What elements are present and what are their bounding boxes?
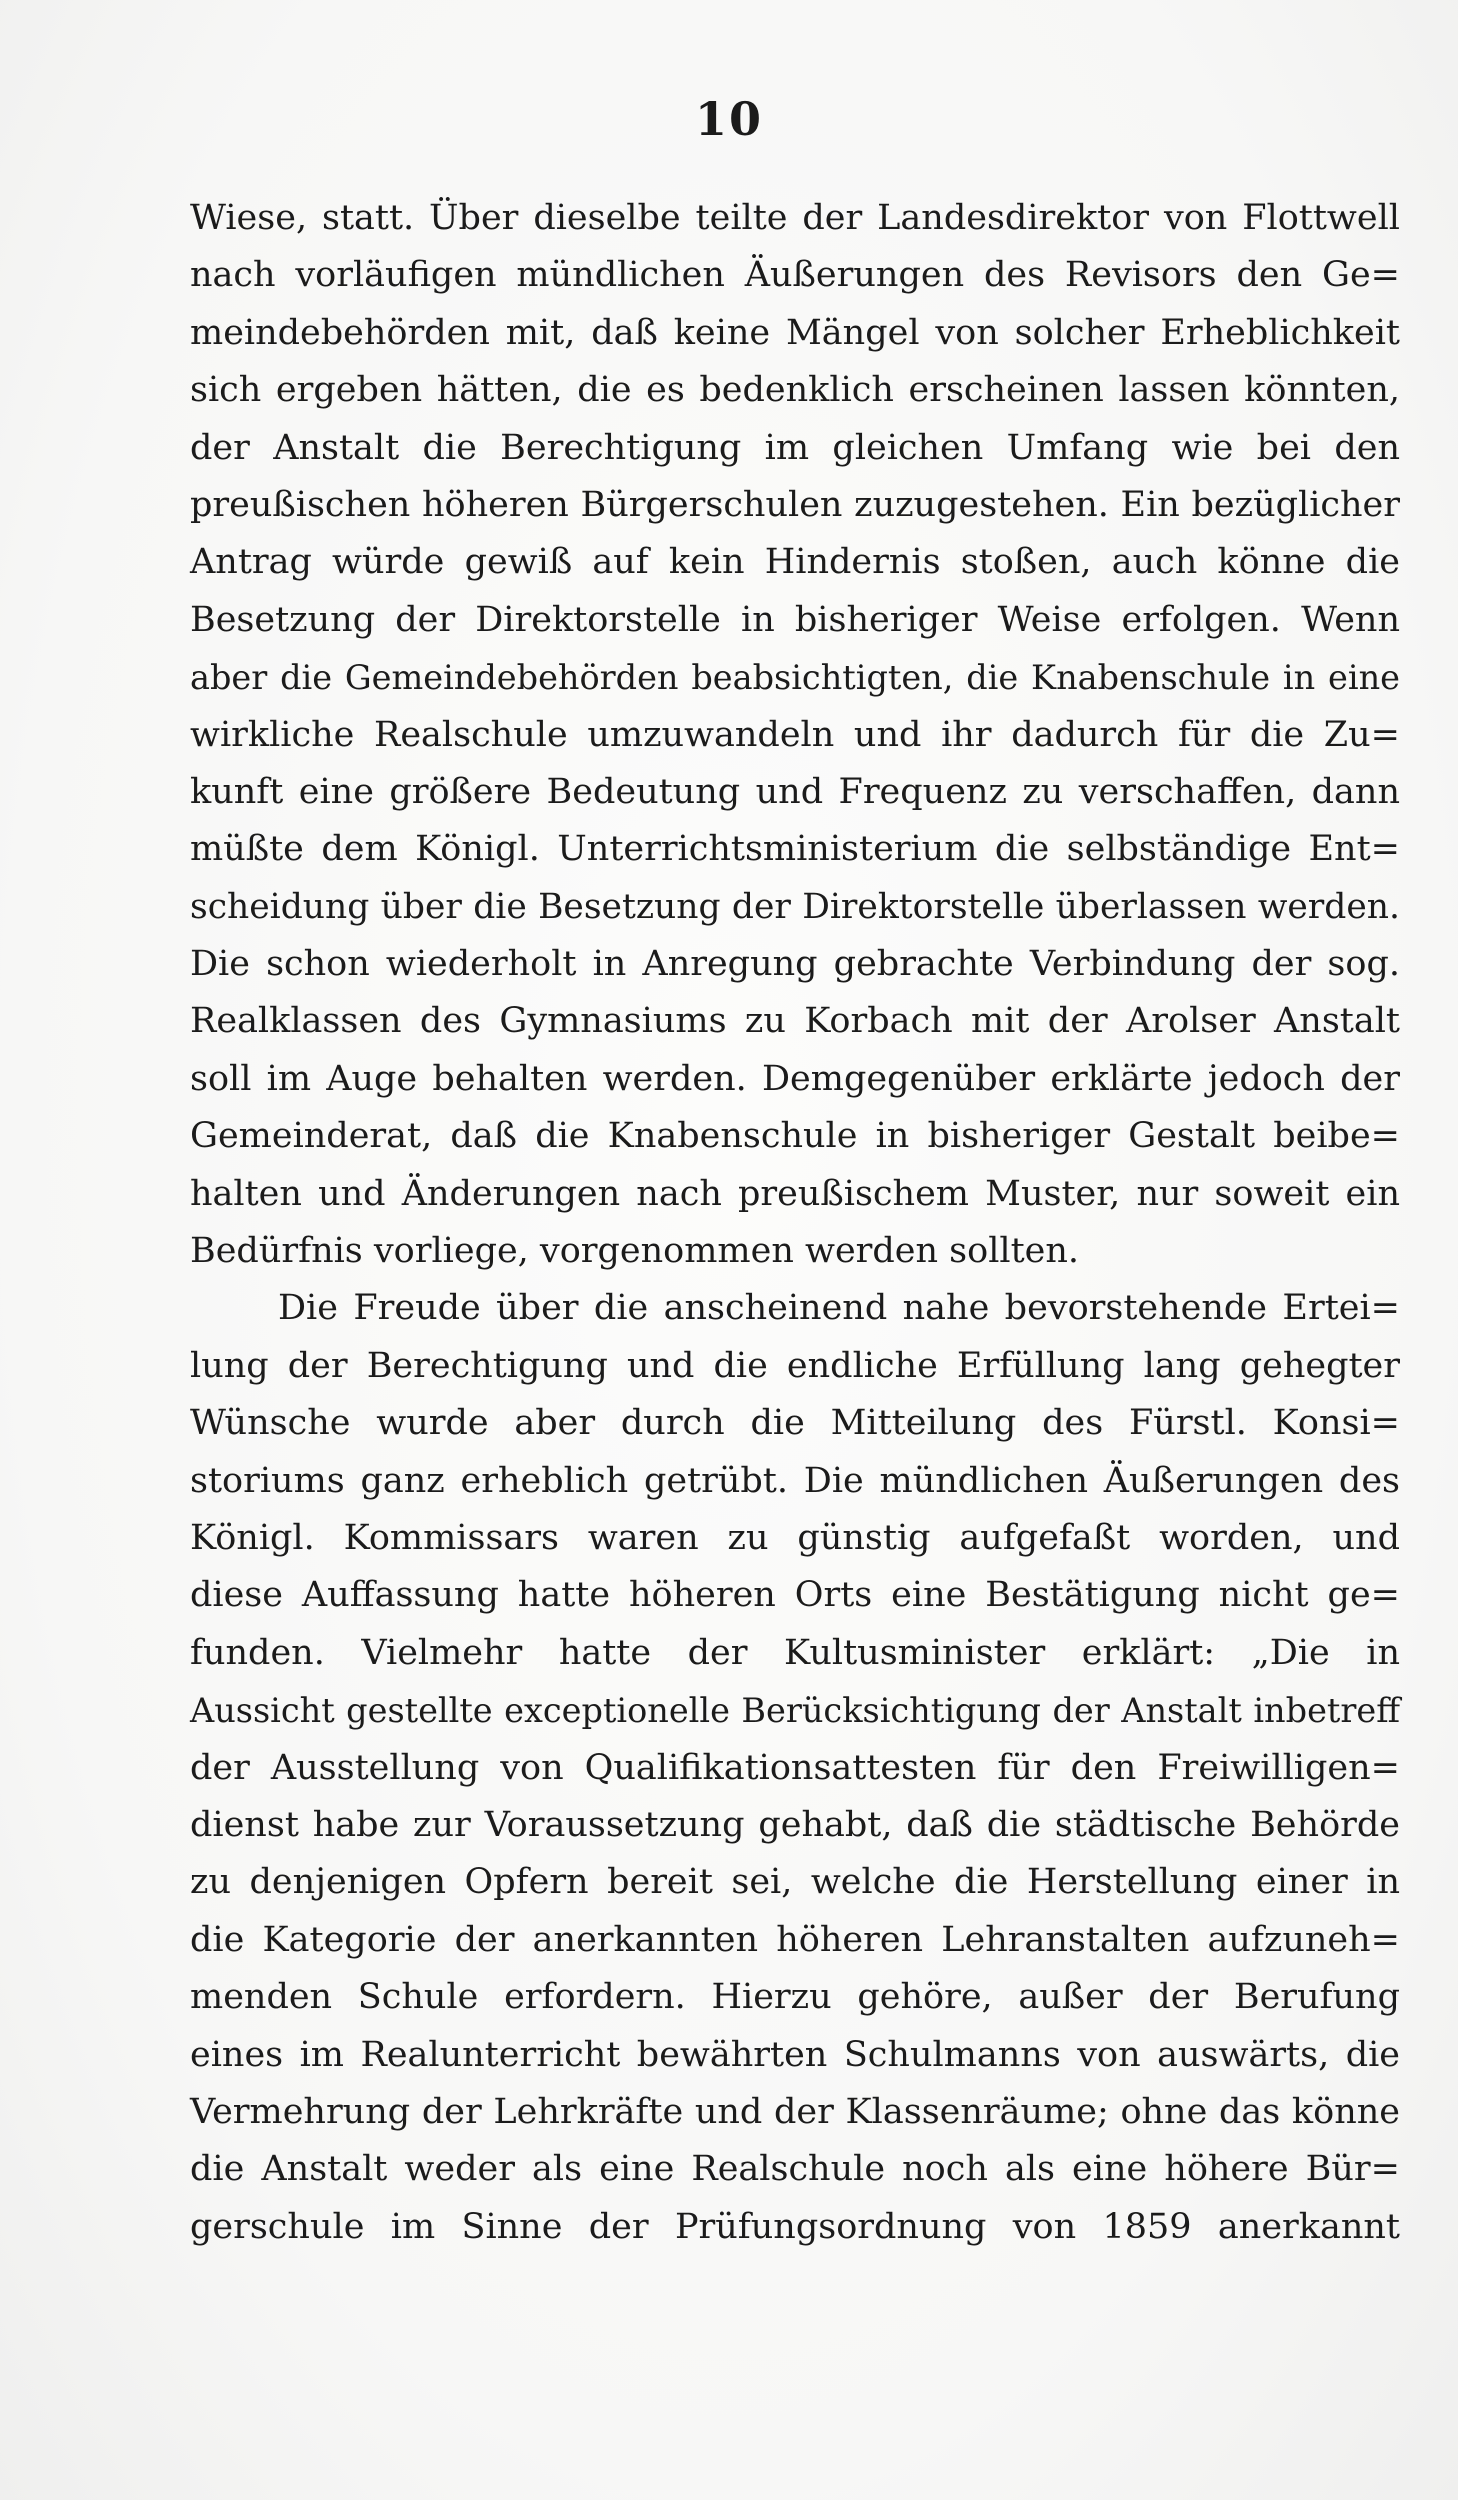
text-line: eines im Realunterricht bewährten Schulmanns von auswärts, die (190, 2034, 1400, 2075)
text-line: funden. Vielmehr hatte der Kultusminister erklärt: „Die in (190, 1632, 1400, 1673)
text-line: nach vorläufigen mündlichen Äußerungen des Revisors den Ge= (190, 255, 1400, 296)
text-line: müßte dem Königl. Unterrichtsministerium die selbständige Ent= (190, 829, 1400, 870)
text-line: Besetzung der Direktorstelle in bisheriger Weise erfolgen. Wenn (190, 599, 1400, 640)
text-line: gerschule im Sinne der Prüfungsordnung von 1859 anerkannt (190, 2206, 1400, 2247)
text-line: soll im Auge behalten werden. Demgegenüber erklärte jedoch der (190, 1058, 1400, 1099)
text-line: aber die Gemeindebehörden beabsichtigten, die Knabenschule in eine (190, 658, 1400, 698)
text-line: scheidung über die Besetzung der Direktorstelle überlassen werden. (190, 886, 1400, 927)
text-line: Wünsche wurde aber durch die Mitteilung des Fürstl. Konsi= (190, 1403, 1400, 1444)
text-line: Realklassen des Gymnasiums zu Korbach mit der Arolser Anstalt (190, 1001, 1400, 1042)
text-line: lung der Berechtigung und die endliche Erfüllung lang gehegter (190, 1345, 1400, 1386)
paragraph-end-line: Bedürfnis vorliege, vorgenommen werden sollten. (190, 1231, 1080, 1272)
text-line: dienst habe zur Voraussetzung gehabt, daß die städtische Behörde (190, 1804, 1400, 1845)
text-line: Die schon wiederholt in Anregung gebrachte Verbindung der sog. (190, 944, 1400, 985)
text-line: diese Auffassung hatte höheren Orts eine Bestätigung nicht ge= (190, 1575, 1400, 1616)
text-line: preußischen höheren Bürgerschulen zuzugestehen. Ein bezüglicher (190, 484, 1400, 525)
paragraph-start-line: Die Freude über die anscheinend nahe bevorstehende Ertei= (278, 1288, 1400, 1329)
text-line: meindebehörden mit, daß keine Mängel von solcher Erheblichkeit (190, 312, 1400, 353)
page-number: 10 (694, 92, 763, 146)
text-line: zu denjenigen Opfern bereit sei, welche die Herstellung einer in (190, 1862, 1400, 1903)
text-line: Königl. Kommissars waren zu günstig aufgefaßt worden, und (190, 1517, 1400, 1558)
text-line: sich ergeben hätten, die es bedenklich erscheinen lassen könnten, (190, 370, 1400, 411)
text-line: der Anstalt die Berechtigung im gleichen Umfang wie bei den (190, 427, 1400, 468)
text-line: storiums ganz erheblich getrübt. Die mündlichen Äußerungen des (190, 1460, 1400, 1501)
text-line: wirkliche Realschule umzuwandeln und ihr dadurch für die Zu= (190, 714, 1400, 755)
text-line: menden Schule erfordern. Hierzu gehöre, außer der Berufung (190, 1977, 1400, 2018)
text-line: kunft eine größere Bedeutung und Frequenz zu verschaffen, dann (190, 771, 1400, 812)
text-line: Gemeinderat, daß die Knabenschule in bisheriger Gestalt beibe= (190, 1116, 1400, 1157)
text-line: die Anstalt weder als eine Realschule noch als eine höhere Bür= (190, 2149, 1400, 2190)
text-line: Wiese, statt. Über dieselbe teilte der Landesdirektor von Flottwell (190, 198, 1400, 238)
text-line: der Ausstellung von Qualifikationsattesten für den Freiwilligen= (190, 1747, 1400, 1788)
body-text (190, 190, 1400, 2256)
text-line: Aussicht gestellte exceptionelle Berücksichtigung der Anstalt inbetreff (190, 1691, 1400, 1731)
text-line: die Kategorie der anerkannten höheren Lehranstalten aufzuneh= (190, 1919, 1400, 1960)
text-line: halten und Änderungen nach preußischem Muster, nur soweit ein (190, 1173, 1400, 1214)
text-line: Vermehrung der Lehrkräfte und der Klassenräume; ohne das könne (190, 2091, 1400, 2132)
text-line: Antrag würde gewiß auf kein Hindernis stoßen, auch könne die (190, 542, 1400, 583)
